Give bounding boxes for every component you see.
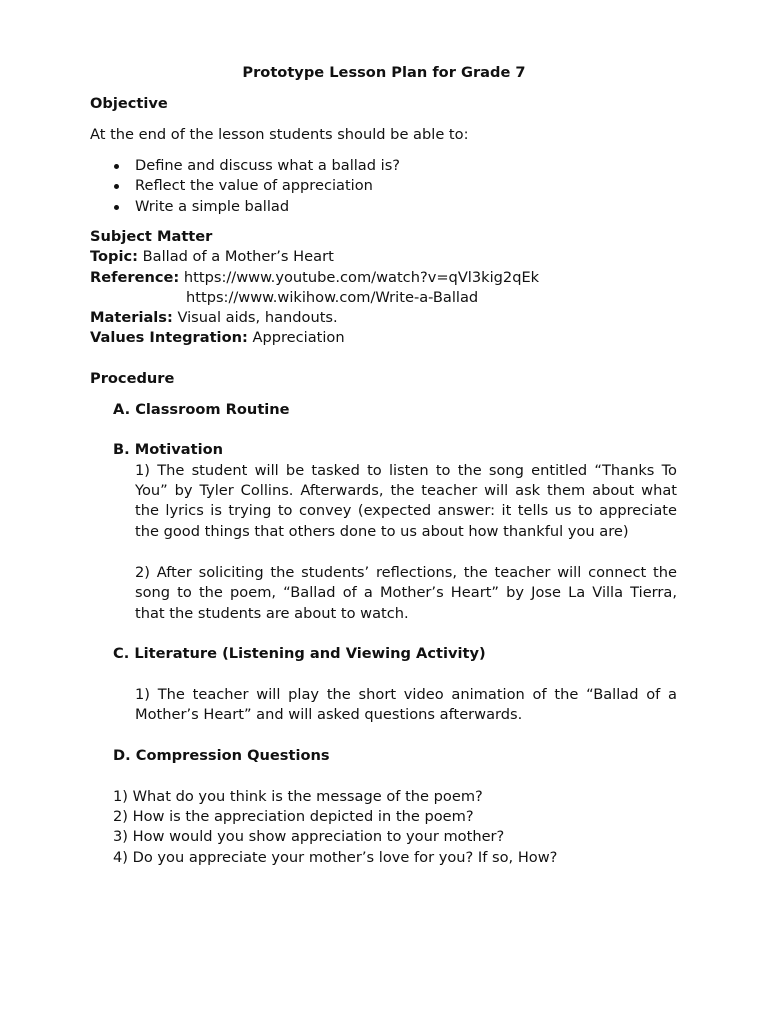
reference-label: Reference: xyxy=(90,269,180,286)
question-item: 1) What do you think is the message of the poem? xyxy=(113,788,483,805)
materials-label: Materials: xyxy=(90,309,173,326)
section-c-heading: C. Literature (Listening and Viewing Activity) xyxy=(113,645,486,662)
page-title: Prototype Lesson Plan for Grade 7 xyxy=(242,64,526,81)
question-item: 3) How would you show appreciation to your mother? xyxy=(113,828,505,845)
reference-link[interactable]: https://www.wikihow.com/Write-a-Ballad xyxy=(186,289,479,306)
motivation-paragraph-1-line: 1) The student will be tasked to listen to the song entitled “Thanks To xyxy=(135,462,677,479)
topic-value: Ballad of a Mother’s Heart xyxy=(142,248,334,265)
question-item: 4) Do you appreciate your mother’s love for you? If so, How? xyxy=(113,849,558,866)
objective-heading: Objective xyxy=(90,95,168,112)
subject-matter-heading: Subject Matter xyxy=(90,228,213,245)
materials-value: Visual aids, handouts. xyxy=(177,309,338,326)
objective-item: Define and discuss what a ballad is? xyxy=(135,157,401,174)
values-label: Values Integration: xyxy=(90,329,248,346)
motivation-paragraph-2-line: that the students are about to watch. xyxy=(135,605,409,622)
motivation-paragraph-1-line: the lyrics is trying to convey (expected answer: it tells us to appreciate xyxy=(135,502,677,519)
materials-line xyxy=(90,308,338,328)
objective-intro: At the end of the lesson students should be able to: xyxy=(90,126,469,143)
motivation-paragraph-2-line: song to the poem, “Ballad of a Mother’s Heart” by Jose La Villa Tierra, xyxy=(135,584,677,601)
literature-paragraph-line: Mother’s Heart” and will asked questions afterwards. xyxy=(135,706,523,723)
reference-line xyxy=(90,268,539,288)
section-a-heading: A. Classroom Routine xyxy=(113,401,290,418)
section-b-heading: B. Motivation xyxy=(113,441,224,458)
question-item: 2) How is the appreciation depicted in the poem? xyxy=(113,808,474,825)
objective-item: Reflect the value of appreciation xyxy=(135,177,373,194)
reference-link[interactable]: https://www.youtube.com/watch?v=qVl3kig2qEk xyxy=(183,269,540,286)
motivation-paragraph-2-line: 2) After soliciting the students’ reflections, the teacher will connect the xyxy=(135,564,677,581)
procedure-heading: Procedure xyxy=(90,370,175,387)
topic-line xyxy=(90,247,334,267)
motivation-paragraph-1-line: You” by Tyler Collins. Afterwards, the teacher will ask them about what xyxy=(135,482,677,499)
literature-paragraph-line: 1) The teacher will play the short video animation of the “Ballad of a xyxy=(135,686,677,703)
section-d-heading: D. Compression Questions xyxy=(113,747,330,764)
values-line xyxy=(90,328,345,348)
values-value: Appreciation xyxy=(252,329,345,346)
motivation-paragraph-1-line: the good things that others done to us about how thankful you are) xyxy=(135,523,629,540)
objective-item: Write a simple ballad xyxy=(135,198,290,215)
topic-label: Topic: xyxy=(90,248,138,265)
